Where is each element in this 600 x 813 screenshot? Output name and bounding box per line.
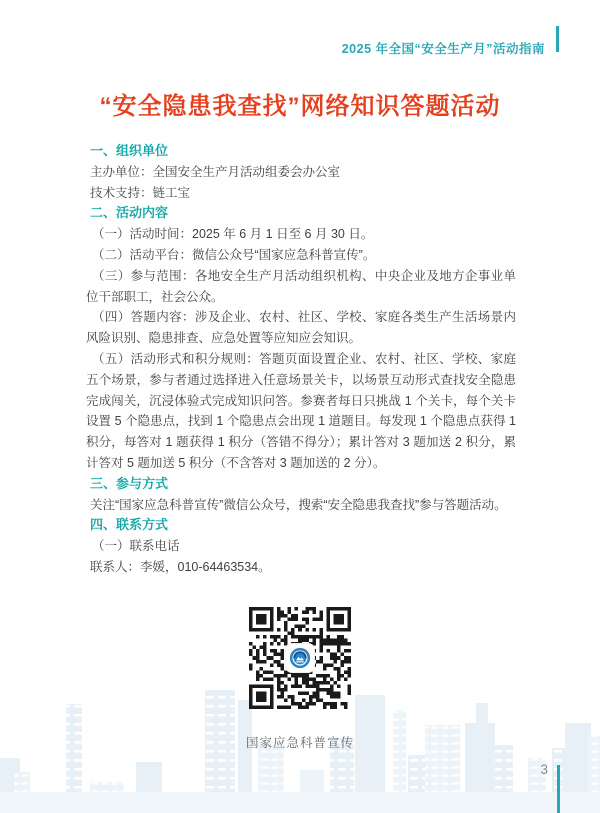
- section-heading-contact: 四、联系方式: [90, 517, 169, 533]
- header-accent-bar: [556, 26, 559, 52]
- document-body: [86, 141, 516, 578]
- section-heading-participation: 三、参与方式: [90, 475, 169, 491]
- qr-caption: 国家应急科普宣传: [245, 736, 354, 750]
- section-heading-organizers: 一、组织单位: [90, 143, 169, 158]
- organizer-line: 主办单位：全国安全生产月活动组委会办公室: [90, 164, 341, 179]
- page-number: 3: [540, 762, 548, 777]
- rules-paragraph: （五）活动形式和积分规则：答题页面设置企业、农村、社区、学校、家庭五个场景，参与者通过选择进入任意场景关卡，以场景互动形式查找安全隐患完成闯关，沉浸体验式完成知识问答。参赛者每日只挑战 1 个关卡，每个关卡设置 5 个隐患点，找到 1 个隐患点会出现 1 道题目。每发现 1 个隐患点获得 1 积分，每答对 1 题获得 1 积分（答错不得分）；累计答对 3 题加送 2 积分，累计答对 5 题加送 5 积分（不含答对 3 题加送的 2 分）。: [86, 351, 516, 470]
- section-heading-activity-content: 二、活动内容: [90, 205, 169, 221]
- activity-time-paragraph: （一）活动时间：2025 年 6 月 1 日至 6 月 30 日。: [92, 227, 374, 242]
- guide-title: 2025 年全国“安全生产月”活动指南: [341, 42, 545, 56]
- emergency-logo-icon: [286, 644, 314, 672]
- contact-phone-label: （一）联系电话: [92, 539, 180, 554]
- qr-code: [249, 607, 351, 709]
- participation-instructions: 关注“国家应急科普宣传”微信公众号，搜索“安全隐患我查找”参与答题活动。: [90, 497, 507, 512]
- activity-title: “安全隐患我查找”网络知识答题活动: [99, 93, 501, 120]
- activity-platform-paragraph: （二）活动平台：微信公众号“国家应急科普宣传”。: [92, 247, 376, 262]
- footer-accent-bar: [557, 765, 560, 813]
- emergency-emblem-graphic: [289, 647, 311, 669]
- contact-person-line: 联系人：李媛，010-64463534。: [90, 559, 271, 574]
- quiz-content-paragraph: （四）答题内容：涉及企业、农村、社区、学校、家庭各类生产生活场景内风险识别、隐患排查、应急处置等应知应会知识。: [86, 310, 516, 346]
- tech-support-line: 技术支持：链工宝: [90, 185, 191, 200]
- participation-scope-paragraph: （三）参与范围：各地安全生产月活动组织机构、中央企业及地方企事业单位干部职工，社会公众。: [86, 268, 516, 304]
